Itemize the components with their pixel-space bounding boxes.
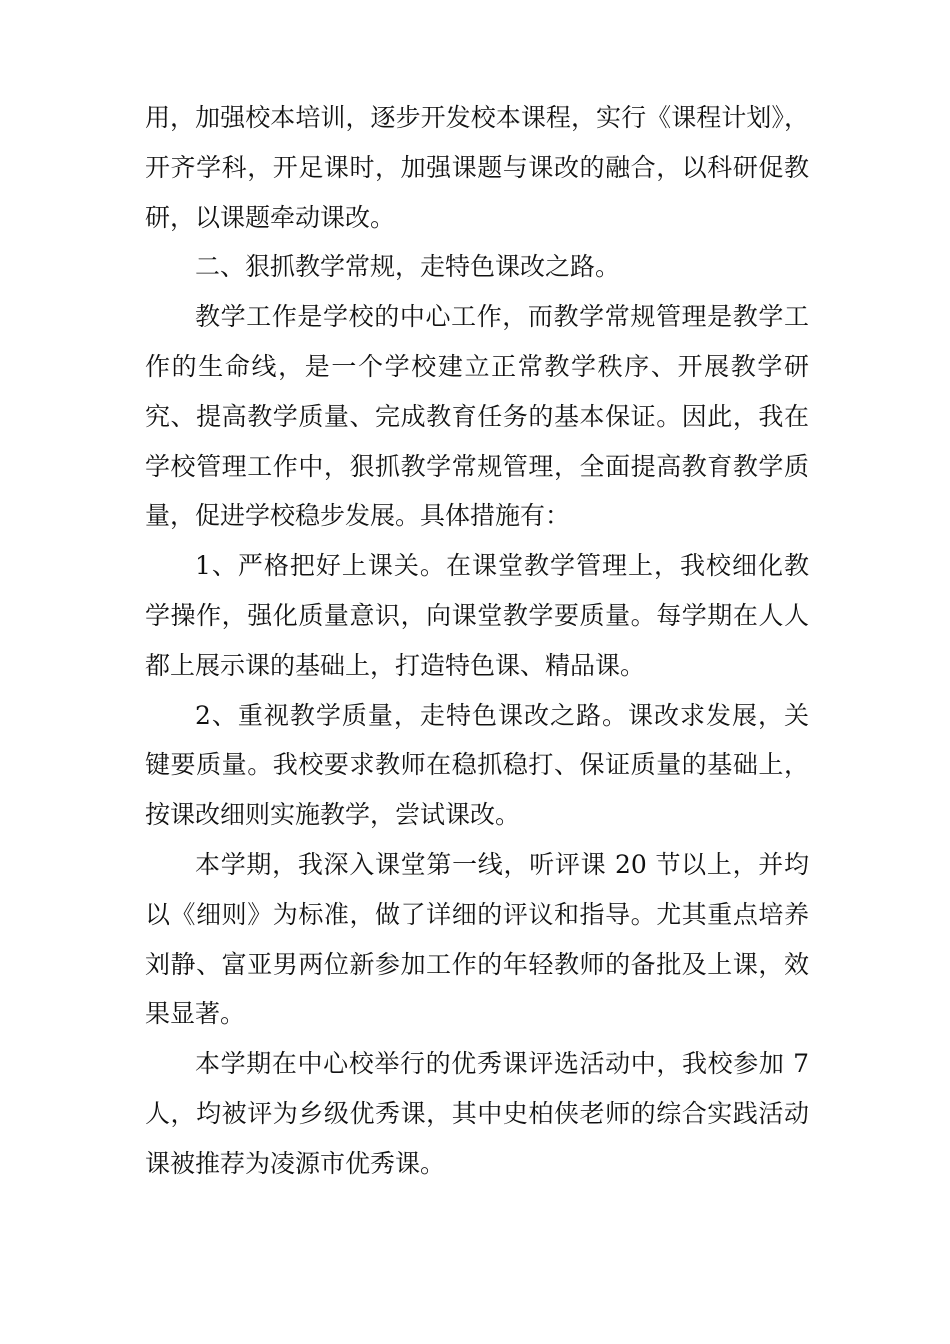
paragraph-5-item-2: 2、重视教学质量，走特色课改之路。课改求发展，关键要质量。我校要求教师在稳抓稳打、保证质量的基础上，按课改细则实施教学，尝试课改。: [145, 700, 809, 830]
paragraph-1: 用，加强校本培训，逐步开发校本课程，实行《课程计划》，开齐学科，开足课时，加强课题与课改的融合，以科研促教研，以课题牵动课改。: [145, 103, 809, 232]
paragraph-7: 本学期在中心校举行的优秀课评选活动中，我校参加 7 人，均被评为乡级优秀课，其中史柏侠老师的综合实践活动课被推荐为凌源市优秀课。: [145, 1049, 809, 1178]
paragraph-3: 教学工作是学校的中心工作，而教学常规管理是教学工作的生命线，是一个学校建立正常教学秩序、开展教学研究、提高教学质量、完成教育任务的基本保证。因此，我在学校管理工作中，狠抓教学常规管理，全面提高教育教学质量，促进学校稳步发展。具体措施有：: [145, 302, 809, 531]
paragraph-2-heading: 二、狠抓教学常规，走特色课改之路。: [195, 252, 621, 282]
document-body: [145, 93, 809, 1189]
paragraph-6: 本学期，我深入课堂第一线，听评课 20 节以上，并均以《细则》为标准，做了详细的评议和指导。尤其重点培养刘静、富亚男两位新参加工作的年轻教师的备批及上课，效果显著。: [145, 849, 809, 1029]
paragraph-4-item-1: 1、严格把好上课关。在课堂教学管理上，我校细化教学操作，强化质量意识，向课堂教学要质量。每学期在人人都上展示课的基础上，打造特色课、精品课。: [145, 551, 809, 680]
